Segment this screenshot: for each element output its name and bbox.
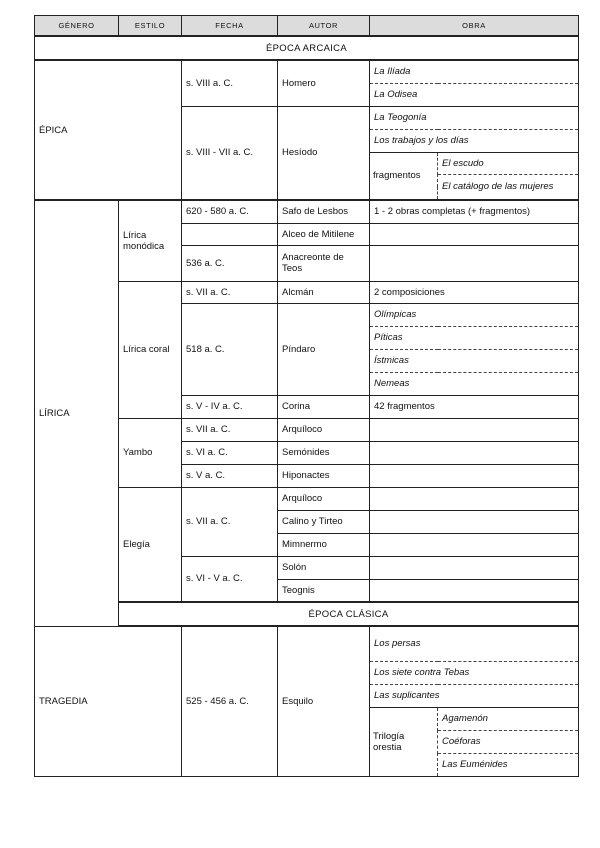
obra-empty — [370, 464, 579, 487]
obra-teogonia: La Teogonía — [370, 106, 579, 129]
fecha-elegia-2: s. VI - V a. C. — [182, 556, 278, 602]
fecha-semonides: s. VI a. C. — [182, 441, 278, 464]
autor-pindaro: Píndaro — [278, 303, 370, 395]
genre-lirica: LÍRICA — [35, 200, 119, 626]
fecha-arquiloco-yambo: s. VII a. C. — [182, 418, 278, 441]
autor-alcman: Alcmán — [278, 281, 370, 303]
fecha-homero: s. VIII a. C. — [182, 60, 278, 106]
autor-mimnermo: Mimnermo — [278, 533, 370, 556]
header-row — [35, 16, 579, 37]
epoch-clasica: ÉPOCA CLÁSICA — [119, 602, 579, 626]
header-autor: AUTOR — [278, 16, 370, 37]
estilo-elegia: Elegía — [119, 487, 182, 602]
fecha-anacreonte: 536 a. C. — [182, 245, 278, 281]
obra-olimpicas: Olímpicas — [370, 303, 579, 326]
estilo-yambo: Yambo — [119, 418, 182, 487]
autor-arquiloco-elegia: Arquíloco — [278, 487, 370, 510]
fecha-hesiodo: s. VIII - VII a. C. — [182, 106, 278, 200]
obra-siete: Los siete contra Tebas — [370, 661, 579, 684]
fecha-alcman: s. VII a. C. — [182, 281, 278, 303]
fragmentos-label: fragmentos — [370, 152, 438, 200]
obra-agamenon: Agamenón — [438, 707, 579, 730]
autor-esquilo: Esquilo — [278, 626, 370, 776]
obra-empty — [370, 533, 579, 556]
autor-teognis: Teognis — [278, 579, 370, 602]
obra-persas: Los persas — [370, 626, 579, 661]
obra-catalogo: El catálogo de las mujeres — [438, 174, 579, 200]
autor-arquiloco-yambo: Arquíloco — [278, 418, 370, 441]
obra-safo: 1 - 2 obras completas (+ fragmentos) — [370, 200, 579, 223]
obra-empty — [370, 579, 579, 602]
autor-safo: Safo de Lesbos — [278, 200, 370, 223]
epoch-row-arcaica — [35, 36, 579, 60]
obra-alceo — [370, 223, 579, 245]
obra-odisea: La Odisea — [370, 83, 579, 106]
autor-calino-tirteo: Calino y Tirteo — [278, 510, 370, 533]
autor-corina: Corina — [278, 395, 370, 418]
estilo-monodica: Lírica monódica — [119, 200, 182, 281]
fecha-pindaro: 518 a. C. — [182, 303, 278, 395]
header-obra: OBRA — [370, 16, 579, 37]
autor-hesiodo: Hesíodo — [278, 106, 370, 200]
fecha-hiponactes: s. V a. C. — [182, 464, 278, 487]
autor-solon: Solón — [278, 556, 370, 579]
epoch-arcaica: ÉPOCA ARCAICA — [35, 36, 579, 60]
fecha-safo: 620 - 580 a. C. — [182, 200, 278, 223]
fecha-elegia-1: s. VII a. C. — [182, 487, 278, 556]
obra-corina: 42 fragmentos — [370, 395, 579, 418]
obra-iliada: La Ilíada — [370, 60, 579, 83]
fecha-esquilo: 525 - 456 a. C. — [182, 626, 278, 776]
obra-nemeas: Nemeas — [370, 372, 579, 395]
obra-anacreonte — [370, 245, 579, 281]
autor-alceo: Alceo de Mitilene — [278, 223, 370, 245]
obra-empty — [370, 418, 579, 441]
header-estilo: ESTILO — [119, 16, 182, 37]
literature-table — [34, 15, 579, 777]
obra-empty — [370, 487, 579, 510]
obra-istmicas: Ístmicas — [370, 349, 579, 372]
genre-epica: ÉPICA — [35, 60, 182, 200]
obra-empty — [370, 556, 579, 579]
autor-anacreonte: Anacreonte de Teos — [278, 245, 370, 281]
obra-trabajos: Los trabajos y los días — [370, 129, 579, 152]
fecha-alceo — [182, 223, 278, 245]
autor-semonides: Semónides — [278, 441, 370, 464]
estilo-coral: Lírica coral — [119, 281, 182, 418]
obra-piticas: Píticas — [370, 326, 579, 349]
genre-tragedia: TRAGEDIA — [35, 626, 182, 776]
obra-empty — [370, 441, 579, 464]
header-fecha: FECHA — [182, 16, 278, 37]
obra-alcman: 2 composiciones — [370, 281, 579, 303]
autor-homero: Homero — [278, 60, 370, 106]
autor-hiponactes: Hiponactes — [278, 464, 370, 487]
trilogia-label: Trilogía orestia — [370, 707, 438, 776]
obra-coeforas: Coéforas — [438, 730, 579, 753]
fecha-corina: s. V - IV a. C. — [182, 395, 278, 418]
header-genero: GÉNERO — [35, 16, 119, 37]
obra-eumenides: Las Euménides — [438, 753, 579, 776]
obra-escudo: El escudo — [438, 152, 579, 174]
obra-suplicantes: Las suplicantes — [370, 684, 579, 707]
obra-empty — [370, 510, 579, 533]
